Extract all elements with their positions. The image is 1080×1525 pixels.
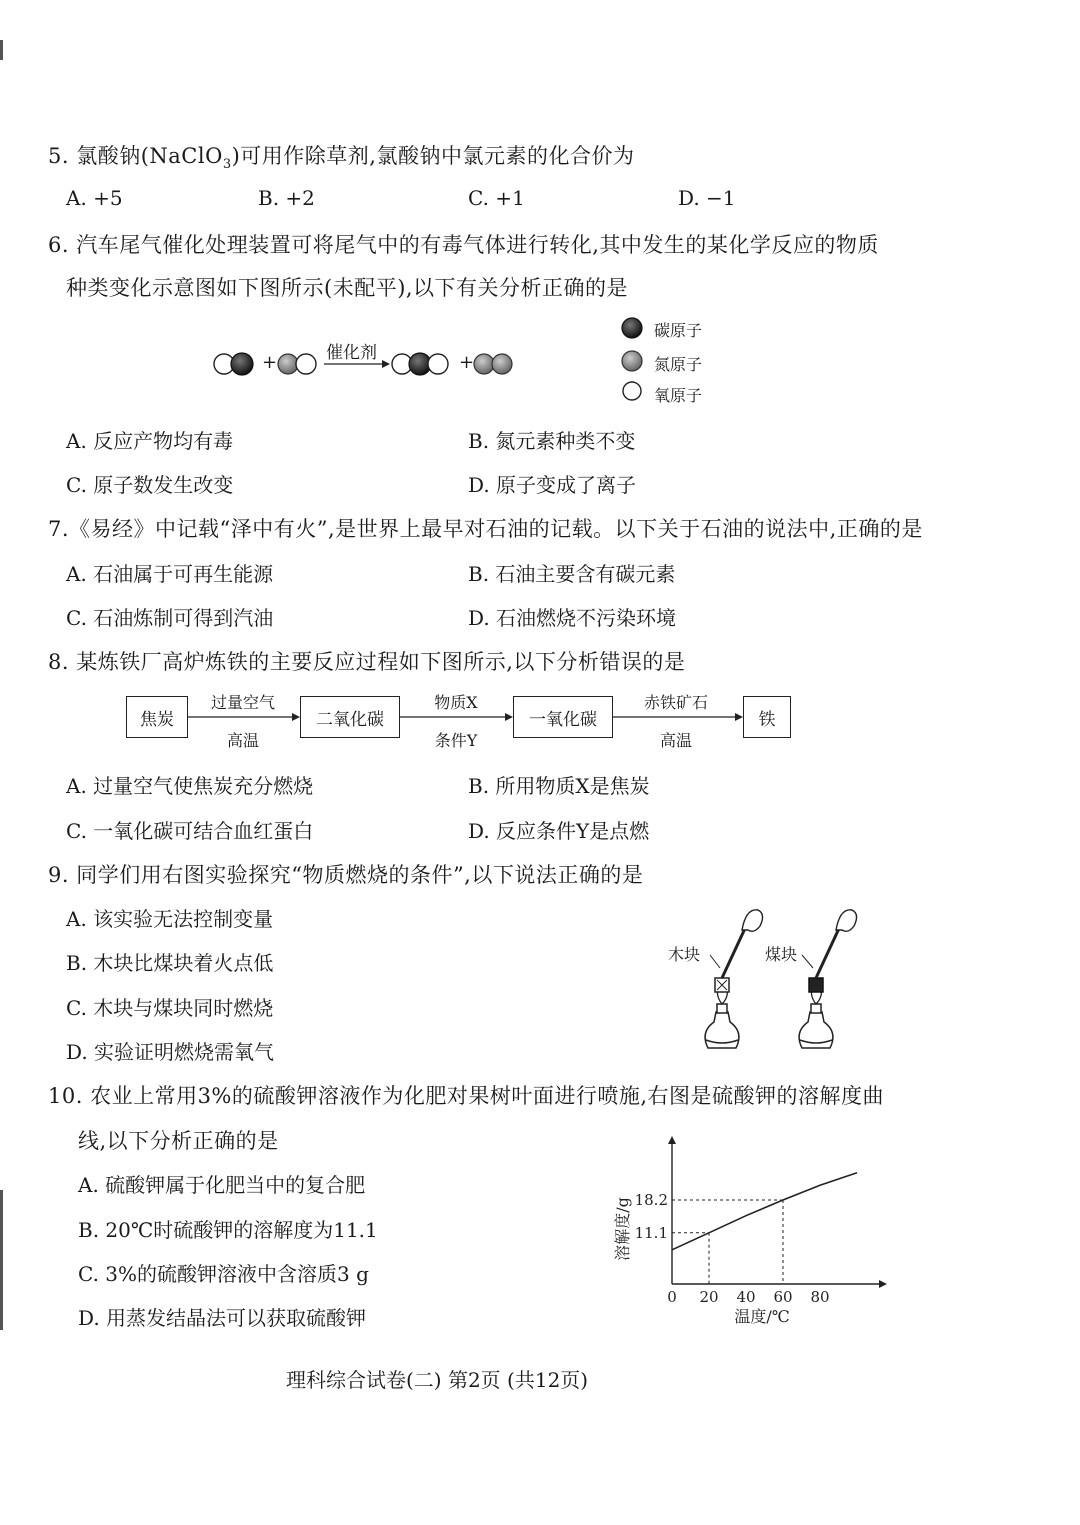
q10-option-c: C. 3%的硫酸钾溶液中含溶质3 g xyxy=(78,1262,369,1286)
atom-legend-icons xyxy=(620,316,650,406)
q6-option-d: D. 原子变成了离子 xyxy=(468,473,637,497)
y-axis-title: 溶解度/g xyxy=(613,1197,632,1261)
arrow3-bottom-label: 高温 xyxy=(659,731,693,750)
q7-option-a: A. 石油属于可再生能源 xyxy=(66,562,274,586)
q10-option-b: B. 20℃时硫酸钾的溶解度为11.1 xyxy=(78,1218,378,1242)
q6-stem-line2: 种类变化示意图如下图所示(未配平),以下有关分析正确的是 xyxy=(66,276,629,300)
q6-stem-line1: 6. 汽车尾气催化处理装置可将尾气中的有毒气体进行转化,其中发生的某化学反应的物质 xyxy=(48,233,879,257)
q6-option-b: B. 氮元素种类不变 xyxy=(468,429,636,453)
arrow3-top-label: 赤铁矿石 xyxy=(643,693,709,712)
solubility-curve-chart xyxy=(600,1140,900,1360)
legend-carbon: 碳原子 xyxy=(654,321,703,340)
alcohol-lamp-right xyxy=(799,1004,833,1048)
q6-option-a: A. 反应产物均有毒 xyxy=(66,429,234,453)
x-tick-label-0: 0 xyxy=(667,1288,677,1306)
page-footer: 理科综合试卷(二) 第2页 (共12页) xyxy=(286,1368,589,1392)
q5-option-d: D. −1 xyxy=(678,186,736,210)
arrow1-bottom-label: 高温 xyxy=(226,731,260,750)
x-tick-label-80: 80 xyxy=(810,1288,830,1306)
label-coal-block: 煤块 xyxy=(765,945,798,964)
q7-option-d: D. 石油燃烧不污染环境 xyxy=(468,606,677,630)
binding-edge-mark xyxy=(0,40,3,60)
x-axis-arrowhead xyxy=(879,1280,887,1288)
binding-edge-mark xyxy=(0,1190,3,1330)
q7-option-c: C. 石油炼制可得到汽油 xyxy=(66,606,274,630)
flow-box-coke: 焦炭 xyxy=(126,696,188,738)
y-axis-arrowhead xyxy=(668,1136,676,1144)
q9-option-b: B. 木块比煤块着火点低 xyxy=(66,951,274,975)
flow-box-co: 一氧化碳 xyxy=(513,696,613,738)
q10-stem-line1: 10. 农业上常用3%的硫酸钾溶液作为化肥对果树叶面进行喷施,右图是硫酸钾的溶解度曲 xyxy=(48,1084,885,1108)
x-tick-label-40: 40 xyxy=(736,1288,756,1306)
arrow2-top-label: 物质X xyxy=(434,693,478,712)
q9-option-a: A. 该实验无法控制变量 xyxy=(66,907,274,931)
plus-sign-reactants: + xyxy=(262,352,278,373)
arrow1-top-label: 过量空气 xyxy=(210,693,276,712)
flow-box-co2: 二氧化碳 xyxy=(300,696,400,738)
q8-option-a: A. 过量空气使焦炭充分燃烧 xyxy=(66,774,314,798)
flow-box-iron: 铁 xyxy=(743,696,791,738)
q9-option-c: C. 木块与煤块同时燃烧 xyxy=(66,996,274,1020)
q10-option-d: D. 用蒸发结晶法可以获取硫酸钾 xyxy=(78,1306,367,1330)
q9-option-d: D. 实验证明燃烧需氧气 xyxy=(66,1040,275,1064)
q5-option-c: C. +1 xyxy=(468,186,525,210)
co2-molecule-product xyxy=(392,353,448,375)
q5-option-a: A. +5 xyxy=(66,186,123,210)
x-tick-label-60: 60 xyxy=(773,1288,793,1306)
q8-stem: 8. 某炼铁厂高炉炼铁的主要反应过程如下图所示,以下分析错误的是 xyxy=(48,650,686,674)
legend-nitrogen: 氮原子 xyxy=(654,355,703,374)
no-molecule-reactant xyxy=(278,354,316,374)
hand-right xyxy=(836,910,857,932)
y-tick-label-18.2: 18.2 xyxy=(634,1191,668,1209)
q7-option-b: B. 石油主要含有碳元素 xyxy=(468,562,676,586)
solubility-curve-line xyxy=(672,1173,857,1250)
q9-stem: 9. 同学们用右图实验探究“物质燃烧的条件”,以下说法正确的是 xyxy=(48,863,644,887)
co-molecule-reactant xyxy=(214,353,253,375)
combustion-experiment-illustration xyxy=(680,900,910,1070)
q10-stem-line2: 线,以下分析正确的是 xyxy=(78,1129,279,1153)
y-tick-label-11.1: 11.1 xyxy=(634,1223,668,1242)
q8-option-c: C. 一氧化碳可结合血红蛋白 xyxy=(66,819,314,843)
hand-left xyxy=(742,910,763,932)
q8-option-b: B. 所用物质X是焦炭 xyxy=(468,774,650,798)
x-axis-title: 温度/℃ xyxy=(734,1307,790,1326)
q8-option-d: D. 反应条件Y是点燃 xyxy=(468,819,650,843)
catalyst-label: 催化剂 xyxy=(326,343,377,363)
n2-molecule-product xyxy=(474,354,512,374)
q5-option-b: B. +2 xyxy=(258,186,315,210)
coal-block xyxy=(809,978,823,992)
legend-oxygen: 氧原子 xyxy=(654,386,703,405)
x-tick-label-20: 20 xyxy=(699,1288,719,1306)
arrow2-bottom-label: 条件Y xyxy=(434,731,478,750)
q10-option-a: A. 硫酸钾属于化肥当中的复合肥 xyxy=(78,1173,366,1197)
q6-option-c: C. 原子数发生改变 xyxy=(66,473,234,497)
flow-arrows xyxy=(0,690,1080,750)
alcohol-lamp-left xyxy=(705,1004,739,1048)
q5-stem: 5. 氯酸钠(NaClO$_3$)可用作除草剂,氯酸钠中氯元素的化合价为 xyxy=(48,144,635,173)
q7-stem: 7.《易经》中记载“泽中有火”,是世界上最早对石油的记载。以下关于石油的说法中,正确的是 xyxy=(48,517,923,541)
plus-sign-products: + xyxy=(459,352,475,373)
label-wood-block: 木块 xyxy=(668,945,701,964)
